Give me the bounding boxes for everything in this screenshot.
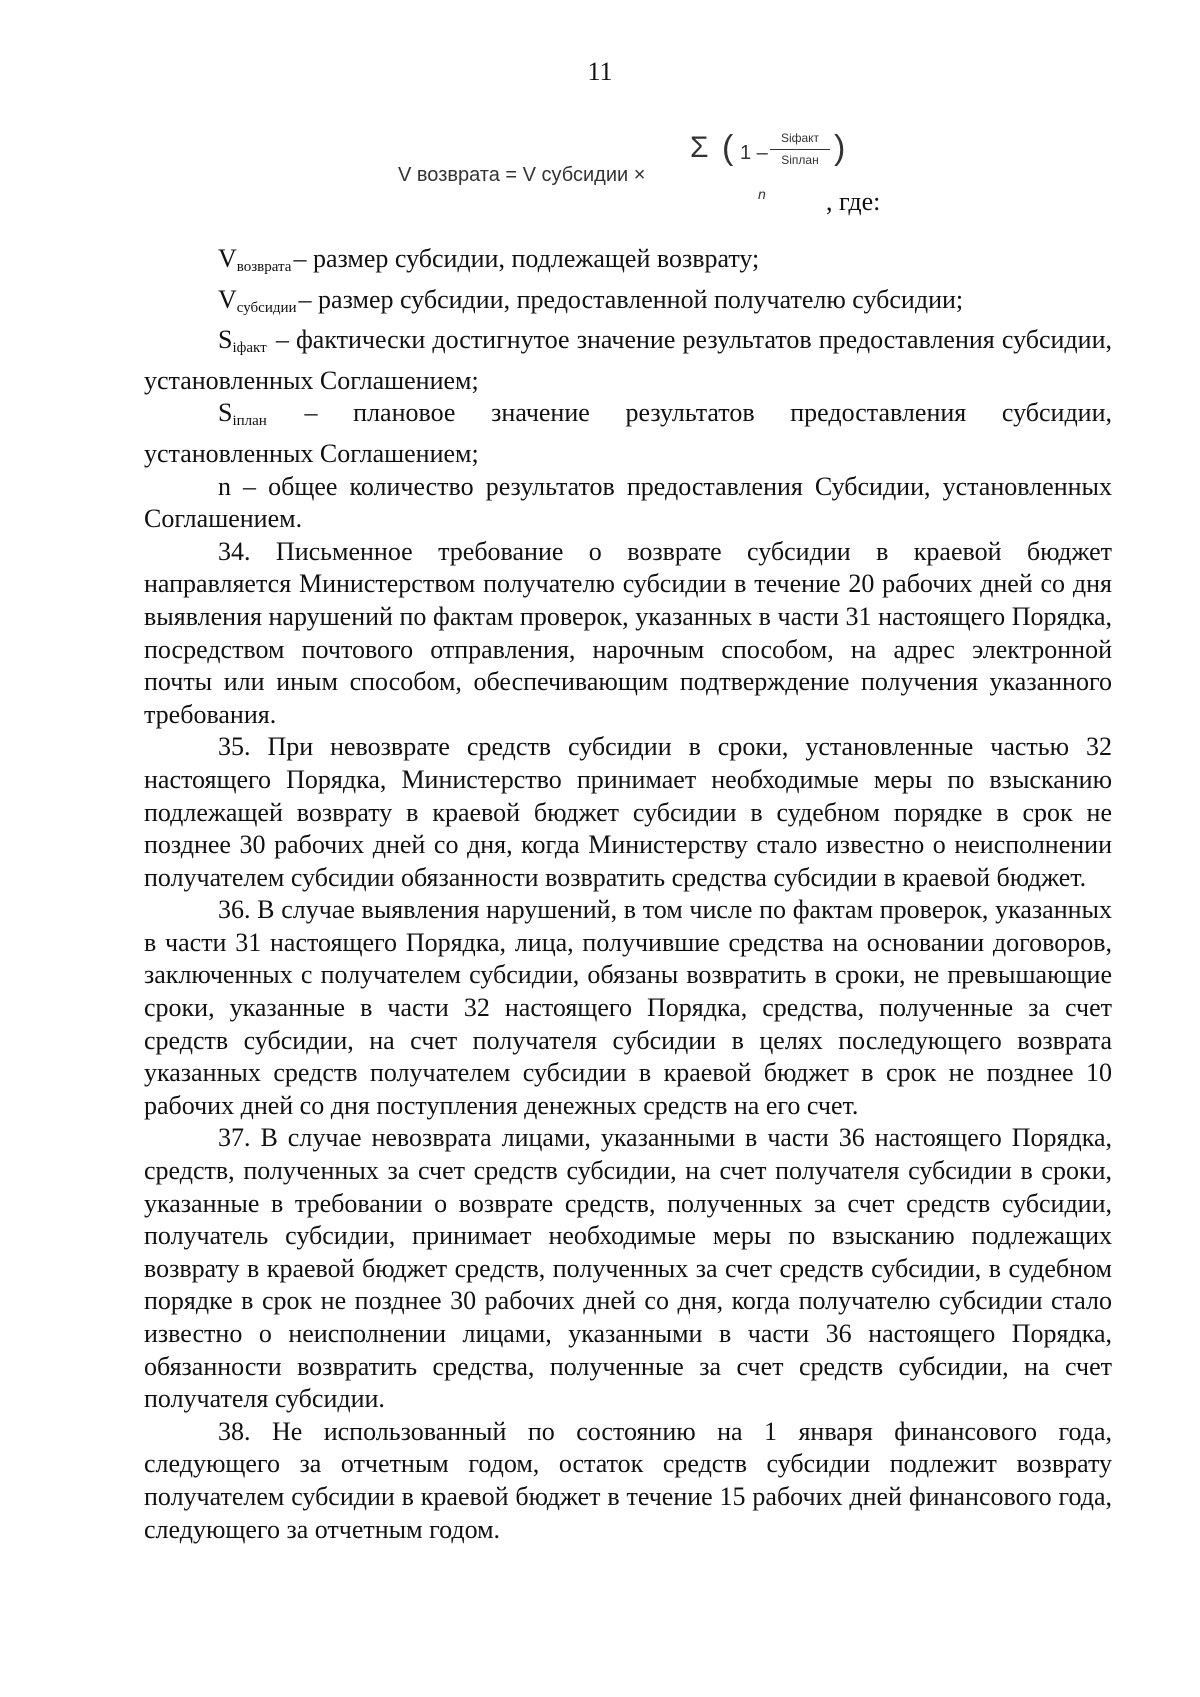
definition-symbol: S (218, 325, 233, 355)
formula-tail: , где: (826, 187, 881, 216)
formula-lhs: V возврата = V субсидии × (398, 164, 646, 186)
definition-symbol: n (218, 471, 231, 501)
document-body (144, 243, 1112, 1546)
paragraph-37: 37. В случае невозврата лицами, указанными в части 36 настоящего Порядка, средств, полученных за счет средств субсидии, на счет получателя субсидии в сроки, указанные в требовании о возврате средств, полученных за счет средств субсидии, получатель субсидии, принимает необходимые меры по взысканию подлежащих возврату в краевой бюджет средств, полученных за счет средств субсидии, в судебном порядке в срок не позднее 30 рабочих дней со дня, когда получателю субсидии стало известно о неисполнении лицами, указанными в части 36 настоящего Порядка, обязанности возвратить средства, полученные за счет средств субсидии, на счет получателя субсидии. (144, 1123, 1112, 1414)
definition-n (144, 471, 1112, 536)
definition-subscript: iплан (232, 413, 267, 430)
formula-open-paren: ( (722, 129, 734, 167)
definition-text: – плановое значение результатов предоставления субсидии, установленных Соглашением; (144, 398, 1112, 468)
formula-denominator: Siплан (781, 153, 819, 167)
formula-divisor: n (758, 186, 766, 202)
paragraph-35: 35. При невозврате средств субсидии в сроки, установленные частью 32 настоящего Порядка, Министерство принимает необходимые меры по взысканию подлежащей возврату в краевой бюджет субсидии в судебном порядке в срок не позднее 30 рабочих дней со дня, когда Министерству стало известно о неисполнении получателем субсидии обязанности возвратить средства субсидии в краевой бюджет. (144, 732, 1112, 892)
formula-one-minus: 1 – (740, 142, 768, 164)
paragraph-34: 34. Письменное требование о возврате субсидии в краевой бюджет направляется Министерством получателю субсидии в течение 20 рабочих дней со дня выявления нарушений по фактам проверок, указанных в части 31 настоящего Порядка, посредством почтового отправления, нарочным способом, на адрес электронной почты или иным способом, обеспечивающим подтверждение получения указанного требования. (144, 536, 1112, 729)
definition-subscript: субсидии (236, 299, 297, 316)
definition-v-subsidy (144, 284, 1112, 325)
formula-fraction-bar (770, 149, 830, 150)
definition-symbol: V (218, 244, 237, 273)
definition-text: – размер субсидии, предоставленной получателю субсидии; (298, 284, 964, 314)
definition-subscript: iфакт (232, 340, 267, 357)
formula-close-paren: ) (834, 129, 846, 167)
definition-text: – фактически достигнутое значение результатов предоставления субсидии, установленных Соглашением; (144, 325, 1112, 395)
definition-text: – общее количество результатов предоставления Субсидии, установленных Соглашением. (144, 471, 1112, 534)
refund-formula (0, 0, 1200, 220)
paragraph-38: 38. Не использованный по состоянию на 1 января финансового года, следующего за отчетным годом, остаток средств субсидии подлежит возврату получателем субсидии в краевой бюджет в течение 15 рабочих дней финансового года, следующего за отчетным годом. (144, 1416, 1112, 1544)
formula-numerator: Siфакт (780, 131, 820, 145)
definition-v-return (144, 243, 1112, 284)
definition-symbol: S (218, 398, 233, 428)
definition-subscript: возврата (236, 259, 292, 275)
paragraph-36: 36. В случае выявления нарушений, в том числе по фактам проверок, указанных в части 31 настоящего Порядка, лица, получившие средства на основании договоров, заключенных с получателем субсидии, обязаны возвратить в сроки, не превышающие сроки, указанные в части 32 настоящего Порядка, средства, полученные за счет средств субсидии, на счет получателя субсидии в целях последующего возврата указанных средств получателем субсидии в краевой бюджет в срок не позднее 10 рабочих дней со дня поступления денежных средств на его счет. (144, 895, 1112, 1120)
page-number: 11 (587, 57, 613, 86)
definition-symbol: V (218, 284, 237, 314)
definition-text: – размер субсидии, подлежащей возврату; (293, 244, 760, 273)
definition-s-plan (144, 397, 1112, 470)
definition-s-fact (144, 324, 1112, 397)
formula-sum-symbol: Σ (690, 131, 709, 164)
